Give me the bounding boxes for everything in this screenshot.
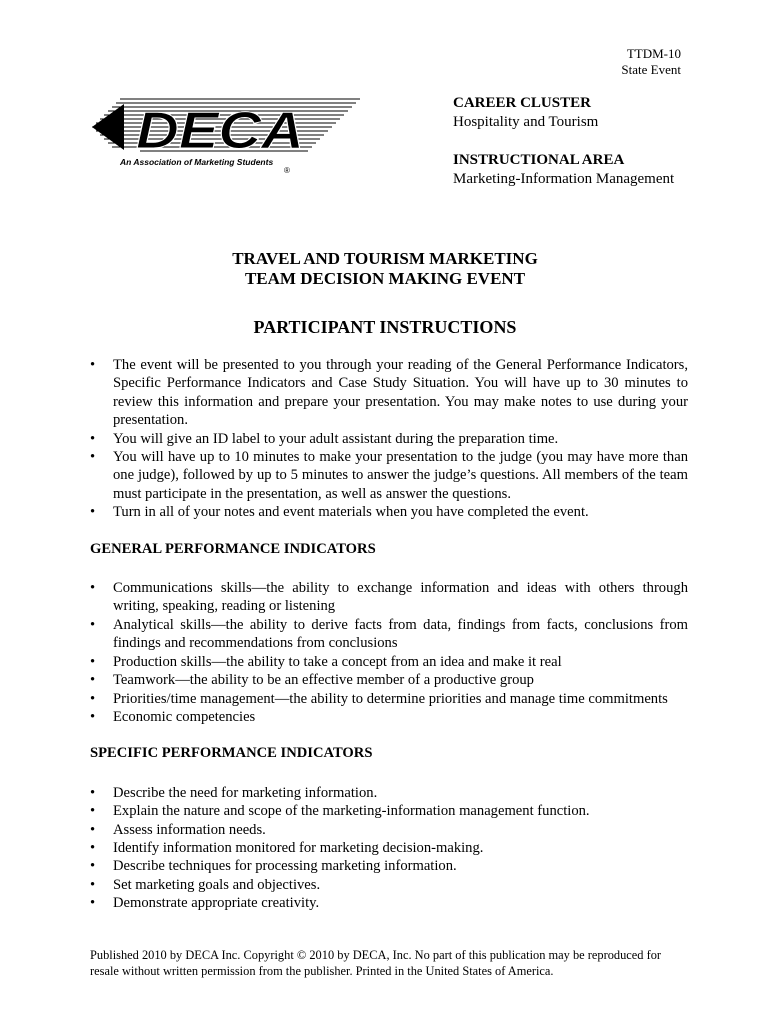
career-cluster-value: Hospitality and Tourism: [453, 114, 599, 130]
list-item: • Assess information needs.: [90, 821, 266, 838]
list-item: • Set marketing goals and objectives.: [90, 876, 321, 893]
list-item: • The event will be presented to you through your reading of the General Performance Indicators, Specific Performance Indicators and Case Study Situation. You will have up to 30 minutes to review this information and prepare your presentation. You may make notes to use during your presentation.: [90, 357, 688, 429]
specific-indicators-heading: SPECIFIC PERFORMANCE INDICATORS: [90, 745, 373, 762]
document-titles: [0, 249, 770, 337]
bullet-icon: •: [90, 821, 96, 838]
list-item: • Priorities/time management—the ability to determine priorities and manage time commitments: [90, 690, 668, 707]
list-item: • Identify information monitored for marketing decision-making.: [90, 839, 484, 856]
section-title: PARTICIPANT INSTRUCTIONS: [253, 317, 517, 337]
event-meta: [453, 94, 674, 189]
list-item: • Teamwork—the ability to be an effective member of a productive group: [90, 672, 534, 689]
list-item: • Describe techniques for processing marketing information.: [90, 858, 457, 875]
list-item: • Explain the nature and scope of the marketing-information management function.: [90, 803, 590, 820]
list-item: • Economic competencies: [90, 708, 256, 725]
instructions-list: [90, 356, 688, 522]
logo-wordmark: DECA: [136, 102, 304, 160]
list-item: • You will have up to 10 minutes to make your presentation to the judge (you may have more than one judge), followed by up to 5 minutes to answer the judge’s questions. All members of the team must participate in the presentation, as well as answer the questions.: [90, 449, 688, 502]
general-indicators-heading: GENERAL PERFORMANCE INDICATORS: [90, 540, 376, 557]
bullet-icon: •: [90, 653, 96, 670]
instructional-area-value: Marketing-Information Management: [453, 171, 675, 187]
bullet-icon: •: [90, 430, 96, 447]
event-code-block: [621, 46, 681, 78]
bullet-icon: •: [90, 876, 96, 893]
title-line-1: TRAVEL AND TOURISM MARKETING: [232, 249, 538, 268]
document-body: [90, 356, 688, 913]
event-type: State Event: [621, 62, 681, 77]
general-indicators-list: [90, 579, 688, 726]
title-line-2: TEAM DECISION MAKING EVENT: [244, 269, 526, 288]
bullet-icon: •: [90, 690, 96, 707]
bullet-icon: •: [90, 784, 96, 801]
bullet-icon: •: [90, 708, 96, 725]
list-item: • You will give an ID label to your adult assistant during the preparation time.: [90, 430, 559, 447]
list-item: • Turn in all of your notes and event materials when you have completed the event.: [90, 504, 589, 521]
bullet-icon: •: [90, 895, 96, 912]
bullet-icon: •: [90, 616, 96, 633]
logo-tagline: An Association of Marketing Students: [120, 157, 274, 167]
bullet-icon: •: [90, 803, 96, 820]
bullet-icon: •: [90, 672, 96, 689]
instructional-area-label: INSTRUCTIONAL AREA: [453, 152, 625, 168]
list-item: • Describe the need for marketing information.: [90, 784, 378, 801]
list-item: • Communications skills—the ability to exchange information and ideas with others through writing, speaking, reading or listening: [90, 580, 688, 615]
bullet-icon: •: [90, 449, 96, 466]
deca-logo: [90, 96, 365, 176]
bullet-icon: •: [90, 839, 96, 856]
event-code: TTDM-10: [626, 46, 681, 61]
list-item: • Production skills—the ability to take a concept from an idea and make it real: [90, 653, 562, 670]
bullet-icon: •: [90, 504, 96, 521]
list-item: • Analytical skills—the ability to derive facts from data, findings from facts, conclusions from findings and recommendations from conclusions: [90, 616, 688, 652]
specific-indicators-list: [90, 784, 688, 913]
list-item: • Demonstrate appropriate creativity.: [90, 895, 320, 912]
copyright-footer: Published 2010 by DECA Inc. Copyright © 2010 by DECA, Inc. No part of this publication may be reproduced for resale without written permission from the publisher. Printed in the United States of America.: [90, 948, 662, 978]
bullet-icon: •: [90, 580, 96, 597]
bullet-icon: •: [90, 357, 96, 373]
bullet-icon: •: [90, 858, 96, 875]
registered-mark: ®: [284, 166, 290, 175]
career-cluster-label: CAREER CLUSTER: [453, 95, 591, 111]
